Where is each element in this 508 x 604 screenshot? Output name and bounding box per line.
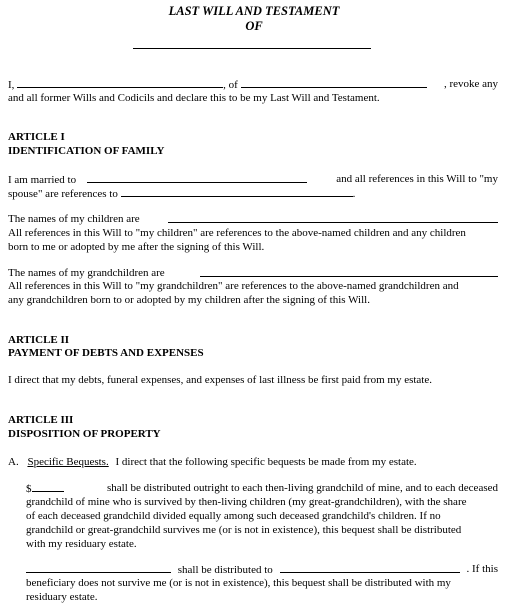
bequest-line-5: with my residuary estate.	[26, 538, 137, 550]
article-2-subheading: PAYMENT OF DEBTS AND EXPENSES	[8, 347, 204, 359]
article-1-subheading: IDENTIFICATION OF FAMILY	[8, 145, 165, 157]
beneficiary-blank[interactable]	[280, 562, 460, 573]
children-line-2: All references in this Will to "my children" are references to the above-named children and any children	[8, 227, 466, 239]
intro-i: I,	[8, 79, 15, 91]
children-line	[8, 212, 498, 226]
spouse-name-blank[interactable]	[87, 172, 307, 183]
children-label: The names of my children are	[8, 213, 140, 225]
bequest-line-4: grandchild or great-grandchild survives me (or is not in existence), this bequest shall be distributed	[26, 524, 462, 536]
bequest-item-blank[interactable]	[26, 562, 171, 573]
children-names-blank[interactable]	[168, 212, 498, 223]
bequest-line-1	[26, 481, 498, 496]
spouse-line: spouse" are references to .	[8, 188, 356, 200]
spouse-label: spouse" are references to	[8, 188, 118, 200]
married-label: I am married to	[8, 174, 77, 186]
intro-revoke: , revoke any	[443, 78, 498, 90]
intro-line-1	[8, 77, 498, 92]
article-2-text: I direct that my debts, funeral expenses, and expenses of last illness be first paid from my estate.	[8, 374, 432, 386]
distribution-line-2: beneficiary does not survive me (or is not in existence), this bequest shall be distributed with my	[26, 577, 451, 589]
grandchildren-line-2: All references in this Will to "my grandchildren" are references to the above-named grandchildren and	[8, 280, 459, 292]
residence-blank[interactable]	[241, 77, 427, 88]
intro-of: , of	[223, 79, 238, 91]
children-line-3: born to me or adopted by me after the signing of this Will.	[8, 241, 265, 253]
intro-line-2: and all former Wills and Codicils and declare this to be my Last Will and Testament.	[8, 92, 380, 104]
article-3-heading: ARTICLE III	[8, 414, 74, 426]
distribution-mid: shall be distributed to	[177, 564, 273, 576]
specific-bequests-title: Specific Bequests.	[27, 456, 109, 468]
distribution-line-1	[26, 562, 498, 577]
distribution-tail: . If this	[466, 563, 498, 575]
bequest-line-3: of each deceased grandchild divided equally among such deceased grandchild's children. If no	[26, 510, 441, 522]
bequest-line-2: grandchild of mine who is survived by then-living children (my great-grandchildren), with the share	[26, 496, 467, 508]
article-3-subheading: DISPOSITION OF PROPERTY	[8, 428, 161, 440]
married-tail: and all references in this Will to "my	[336, 173, 498, 185]
grandchildren-names-blank[interactable]	[200, 266, 498, 277]
spouse-ref-blank[interactable]	[121, 186, 353, 197]
grandchildren-label: The names of my grandchildren are	[8, 267, 165, 279]
distribution-line-3: residuary estate.	[26, 591, 98, 603]
grandchildren-line	[8, 266, 498, 280]
testator-blank[interactable]	[17, 77, 223, 88]
document-title-of: OF	[245, 19, 263, 33]
article-2-heading: ARTICLE II	[8, 334, 70, 346]
article-1-heading: ARTICLE I	[8, 131, 65, 143]
dollar-sign: $	[26, 483, 32, 495]
bequest-text-1: shall be distributed outright to each then-living grandchild of mine, and to each deceased	[107, 482, 498, 494]
married-line	[8, 172, 498, 187]
testator-name-blank[interactable]	[133, 36, 371, 49]
grandchildren-line-3: any grandchildren born to or adopted by my children after the signing of this Will.	[8, 294, 370, 306]
specific-bequests-text: I direct that the following specific bequests be made from my estate.	[115, 456, 417, 468]
bequest-amount-blank[interactable]	[32, 481, 64, 492]
section-a-label: A.	[8, 456, 19, 468]
specific-bequests-line	[8, 455, 417, 469]
document-title: LAST WILL AND TESTAMENT	[168, 4, 340, 18]
